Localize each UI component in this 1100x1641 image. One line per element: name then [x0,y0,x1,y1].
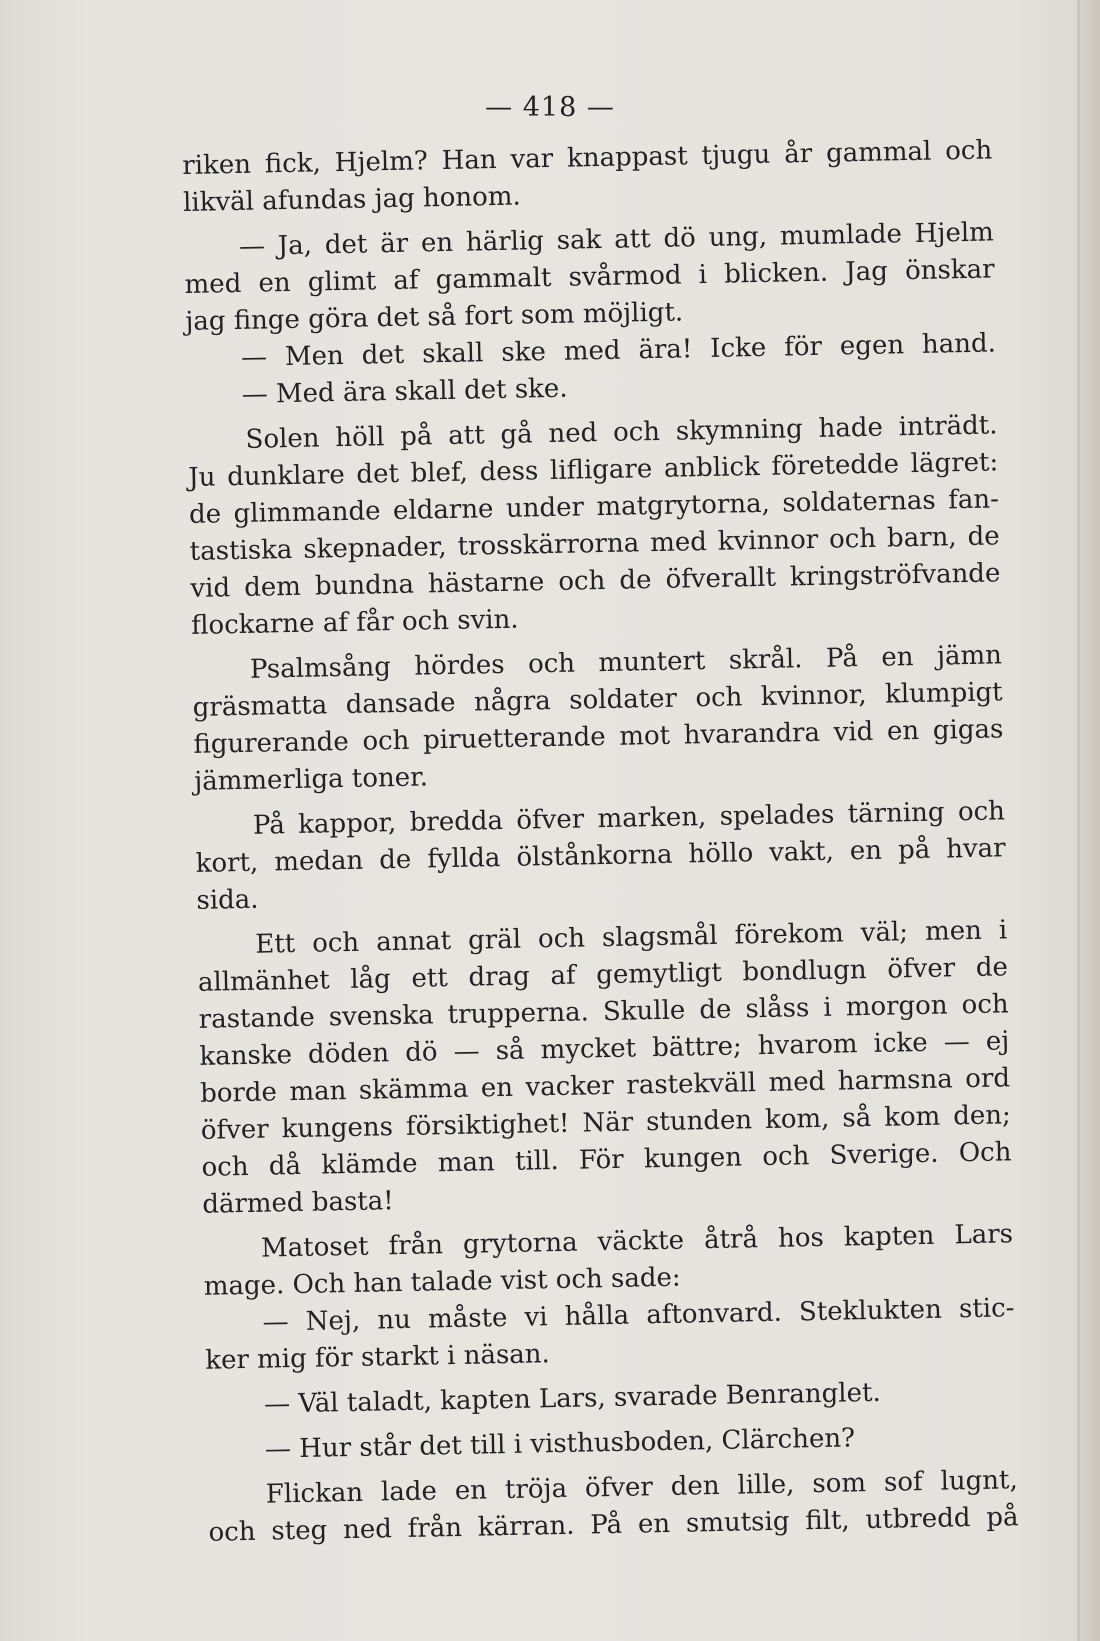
text-line: — Ja, det är en härlig sak att dö ung, mumlade Hjelm [238,217,995,262]
text-line: riken fick, Hjelm? Han var knappast tjugu år gammal och [182,135,993,181]
body-text [182,132,1019,1551]
text-line: — Hur står det till i visthusboden, Clärchen? [264,1423,856,1465]
text-line: och steg ned från kärran. På en smutsig filt, utbredd på [208,1502,1019,1548]
text-line: Flickan lade en tröja öfver den lille, som sof lugnt, [265,1465,1019,1510]
text-line: tastiska skepnader, trosskärrorna med kvinnor och barn, de [189,521,1000,567]
text-line: mage. Och han talade vist och sade: [203,1262,681,1302]
text-line: — Med ära skall det ske. [241,373,568,410]
text-line: ker mig för starkt i näsan. [204,1339,551,1376]
text-line: jag finge göra det så fort som möjligt. [185,297,684,337]
text-line: med en glimt af gammalt svårmod i blicken. Jag önskar [184,254,995,300]
text-line: Ett och annat gräl och slagsmål förekom väl; men i [255,915,1008,960]
text-line: och då klämde man till. För kungen och Sverige. Och [201,1137,1012,1183]
text-line: figurerande och piruetterande mot hvarandra vid en gigas [193,714,1004,760]
page-number: — 418 — [485,92,615,123]
text-line: kanske döden dö — så mycket bättre; hvarom icke — ej [199,1026,1010,1072]
text-line: rastande svenska trupperna. Skulle de slåss i morgon och [198,989,1009,1035]
text-line: kort, medan de fyllda ölstånkorna höllo vakt, en på hvar [195,833,1006,879]
text-line: allmänhet låg ett drag af gemytligt bondlugn öfver de [197,952,1009,998]
text-line: — Väl taladt, kapten Lars, svarade Benranglet. [263,1377,881,1420]
text-line: de glimmande eldarne under matgrytorna, soldaternas fan- [188,484,1000,530]
text-line: flockarne af får och svin. [190,604,519,641]
text-line: Matoset från grytorna väckte åtrå hos kapten Lars [260,1219,1014,1264]
text-line: Solen höll på att gå ned och skymning hade inträdt. [245,410,998,455]
text-line: sida. [196,884,259,916]
text-line: därmed basta! [202,1186,394,1220]
text-line: öfver kungens försiktighet! När stunden kom, så kom den; [200,1100,1012,1146]
text-line: gräsmatta dansade några soldater och kvinnor, klumpigt [192,677,1003,723]
page-edge [1080,0,1100,1641]
text-line: likväl afundas jag honom. [182,181,522,218]
text-line: jämmerliga toner. [193,762,429,797]
text-line: På kappor, bredda öfver marken, spelades tärning och [252,796,1006,841]
text-line: — Men det skall ske med ära! Icke för egen hand. [240,328,997,373]
text-line: vid dem bundna hästarne och de öfverallt kringströfvande [190,558,1001,604]
text-line: borde man skämma en vacker rastekväll med harmsna ord [199,1063,1011,1109]
text-line: — Nej, nu måste vi hålla aftonvard. Steklukten stic- [262,1293,1015,1338]
text-line: Ju dunklare det blef, dess lifligare anblick företedde lägret: [188,447,999,493]
text-line: Psalmsång hördes och muntert skrål. På en jämn [249,640,1003,685]
